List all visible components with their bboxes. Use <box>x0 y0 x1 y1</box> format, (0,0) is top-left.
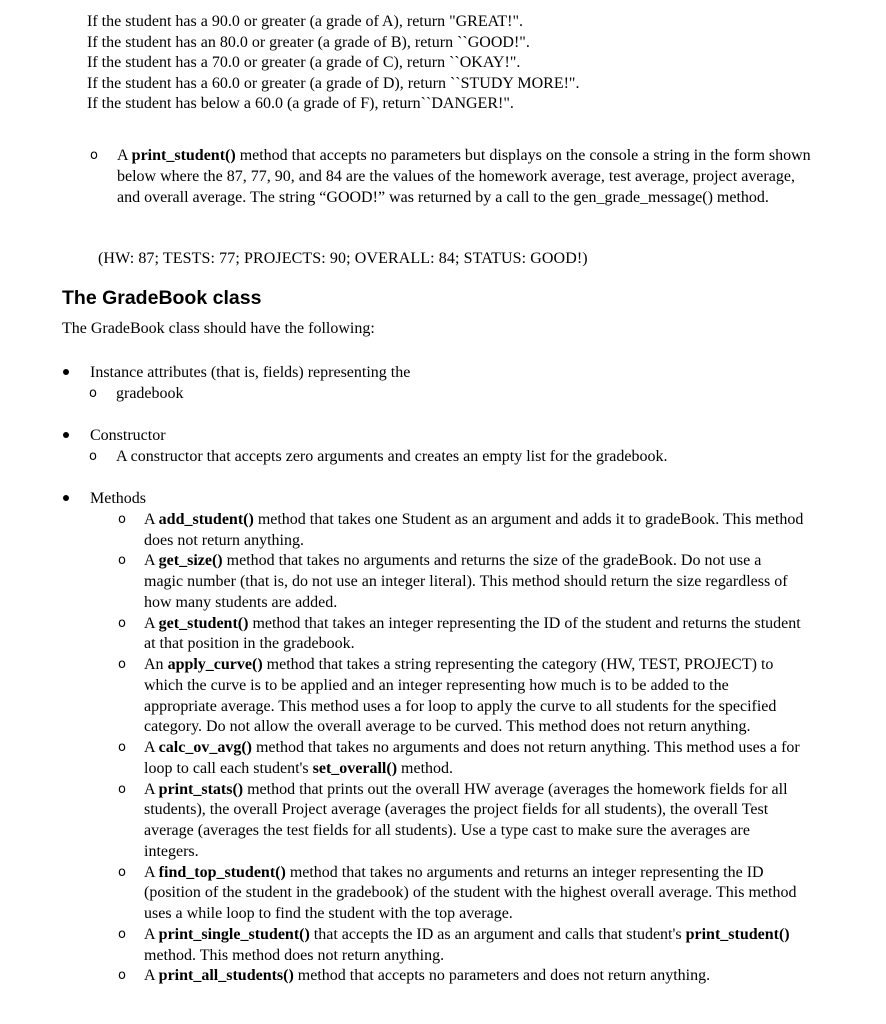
grade-rule-c: If the student has a 70.0 or greater (a grade of C), return ``OKAY!". <box>87 54 521 71</box>
attributes-list <box>89 384 410 405</box>
method-print-single-student: o A print_single_student() that accepts the ID as an argument and calls that student's print_student() method. This method does not return anything. <box>118 925 790 964</box>
method-name: find_top_student() <box>158 863 286 881</box>
hollow-bullet-icon: o <box>118 740 126 756</box>
method-apply-curve: o An apply_curve() method that takes a string representing the category (HW, TEST, PROJECT) to which the curve is to be applied and an integer representing how much is to be added to the appropriate average. This method uses a for loop to apply the curve to all students for the specified category. Do not allow the overall average to be curved. This method does not return anything. <box>118 656 777 736</box>
grade-rule-f: If the student has below a 60.0 (a grade of F), return``DANGER!". <box>87 95 514 112</box>
hollow-bullet-icon: o <box>89 385 97 401</box>
section-intro: The GradeBook class should have the following: <box>62 320 375 337</box>
hollow-bullet-icon: o <box>118 968 126 984</box>
list-item: o A constructor that accepts zero arguments and creates an empty list for the gradebook. <box>116 447 668 468</box>
constructor-heading: Constructor <box>90 427 166 444</box>
method-name: print_all_students() <box>158 967 294 985</box>
methods-heading: Methods <box>90 490 146 507</box>
method-print-all-students: o A print_all_students() method that accepts no parameters and does not return anything. <box>144 966 804 987</box>
method-name: apply_curve() <box>167 656 263 674</box>
method-name: calc_ov_avg() <box>158 739 252 757</box>
grade-rule-b: If the student has an 80.0 or greater (a grade of B), return ``GOOD!". <box>87 33 530 51</box>
bullet-icon <box>63 432 69 438</box>
hollow-bullet-icon: o <box>118 553 126 569</box>
print-student-description: o A print_student() method that accepts no parameters but displays on the console a string in the form shown below where the 87, 77, 90, and 84 are the values of the homework average, test average, project average, and overall average. The string “GOOD!” was returned by a call to the gen_grade_message() method. <box>90 147 811 206</box>
method-calc-ov-avg: o A calc_ov_avg() method that takes no arguments and does not return anything. This method uses a for loop to call each student's set_overall() method. <box>118 739 800 777</box>
hollow-bullet-icon: o <box>118 615 126 631</box>
hollow-bullet-icon: o <box>118 864 126 880</box>
method-name: add_student() <box>158 510 254 528</box>
attributes-block <box>90 363 410 405</box>
methods-block <box>90 489 804 987</box>
method-get-student: o A get_student() method that takes an integer representing the ID of the student and returns the student at that position in the gradebook. <box>118 614 801 653</box>
constructor-block <box>90 426 668 468</box>
constructor-list <box>89 447 668 468</box>
attributes-heading: Instance attributes (that is, fields) representing the <box>90 364 411 381</box>
method-name: print_student() <box>131 147 236 164</box>
method-find-top-student: o A find_top_student() method that takes no arguments and returns an integer representing the ID (position of the student in the gradebook) of the student with the highest overall average. This method uses a while loop to find the student with the top average. <box>118 863 797 923</box>
method-get-size: o A get_size() method that takes no arguments and returns the size of the gradeBook. Do not use a magic number (that is, do not use an integer literal). This method should return the size regardless of how many students are added. <box>118 552 788 611</box>
hollow-bullet-icon: o <box>118 781 126 797</box>
hollow-bullet-icon: o <box>118 657 126 673</box>
method-name: print_stats() <box>158 780 244 798</box>
method-name: get_student() <box>158 614 249 632</box>
list-item: o gradebook <box>116 384 410 405</box>
grade-rule-d: If the student has a 60.0 or greater (a grade of D), return ``STUDY MORE!". <box>87 74 580 92</box>
method-name: print_single_student() <box>158 925 310 943</box>
hollow-bullet-icon: o <box>118 926 126 942</box>
method-print-stats: o A print_stats() method that prints out the overall HW average (averages the homework fields for all students), the overall Project average (averages the project fields for all students), the overall Test average (averages the test fields for all students). Use a type cast to make sure the averages are integers. <box>118 780 788 860</box>
hollow-bullet-icon: o <box>89 448 97 464</box>
example-output: (HW: 87; TESTS: 77; PROJECTS: 90; OVERALL: 84; STATUS: GOOD!) <box>98 250 588 267</box>
grade-rules <box>87 12 579 115</box>
method-name: get_size() <box>158 552 223 570</box>
hollow-bullet-icon: o <box>118 511 126 527</box>
hollow-bullet-icon: o <box>90 148 98 163</box>
section-title: The GradeBook class <box>62 287 262 309</box>
methods-list <box>118 510 804 987</box>
bullet-icon <box>63 369 69 375</box>
bullet-icon <box>63 495 69 501</box>
method-name: print_student() <box>685 925 790 943</box>
method-name: set_overall() <box>312 759 398 777</box>
grade-rule-a: If the student has a 90.0 or greater (a grade of A), return "GREAT!". <box>87 13 524 30</box>
method-add-student: o A add_student() method that takes one Student as an argument and adds it to gradeBook. This method does not return anything. <box>118 510 804 549</box>
